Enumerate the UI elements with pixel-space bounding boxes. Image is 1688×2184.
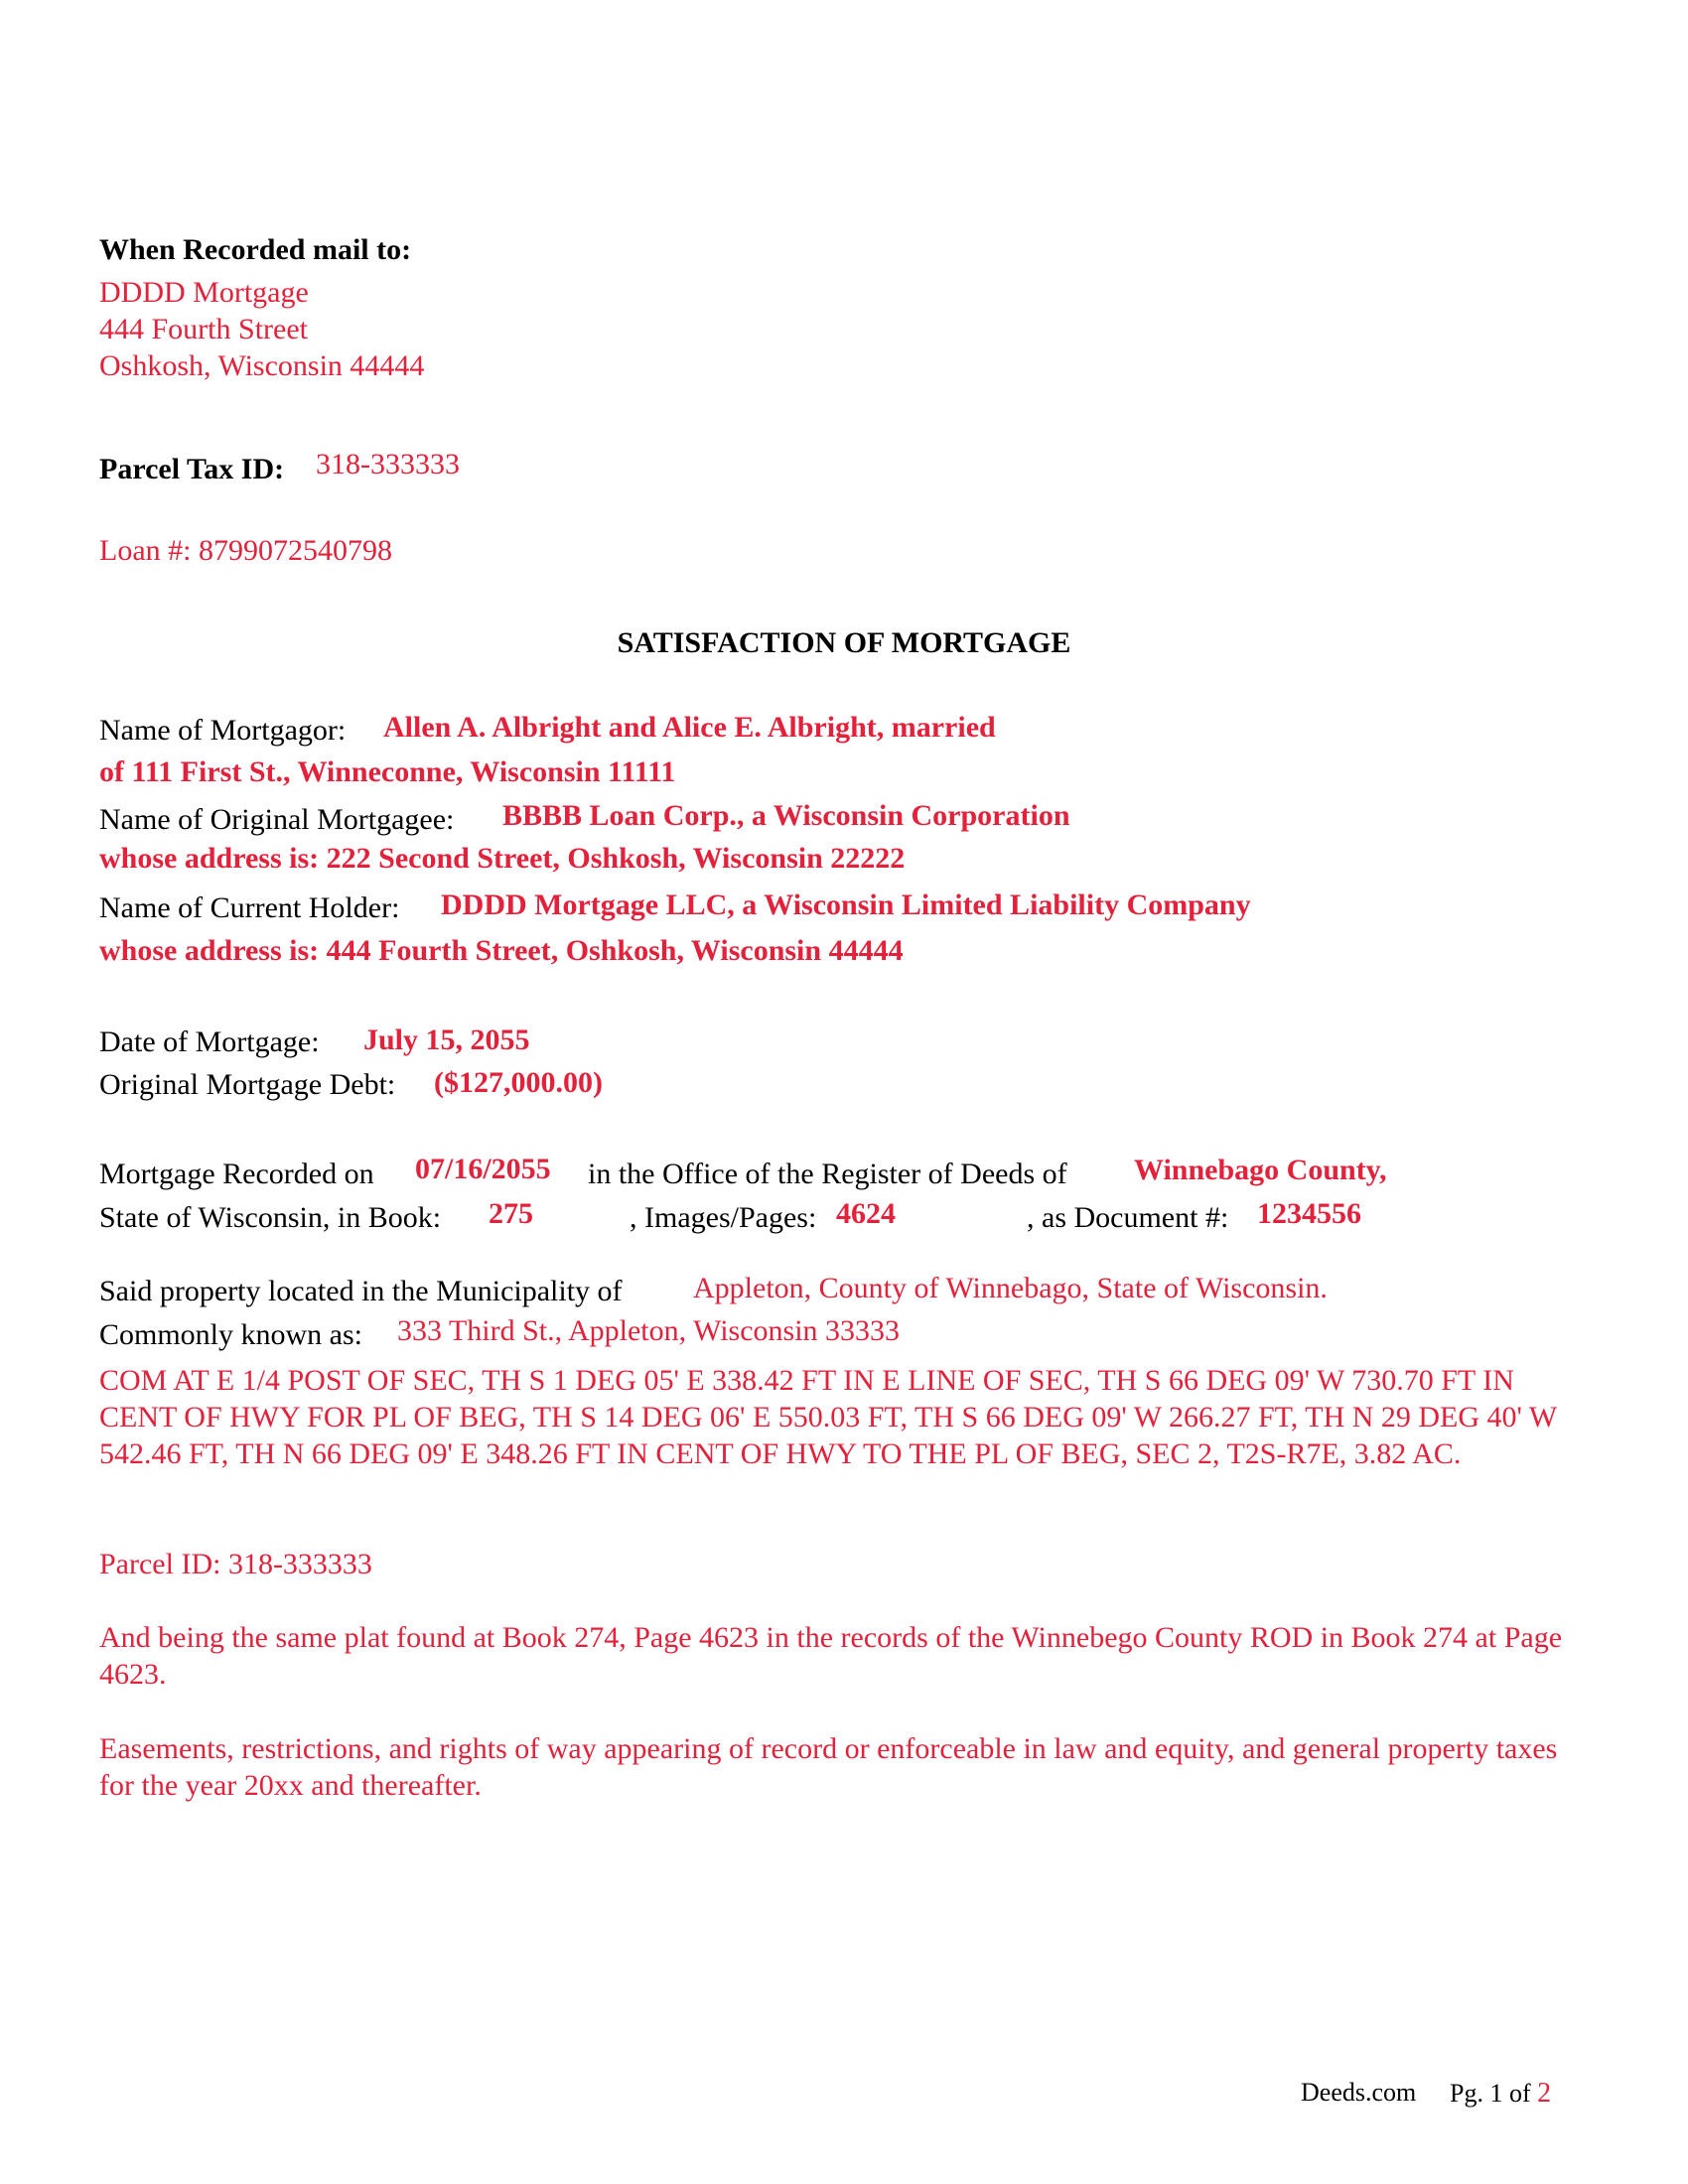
footer-page-total: 2 [1537,2078,1552,2109]
recording-street: 444 Fourth Street [99,313,308,345]
pages-label: , Images/Pages: [630,1201,817,1234]
original-mortgagee-value: BBBB Loan Corp., a Wisconsin Corporation [502,799,1070,832]
recorded-office-text: in the Office of the Register of Deeds of [588,1158,1067,1190]
known-as-label: Commonly known as: [99,1318,363,1351]
state-book-label: State of Wisconsin, in Book: [99,1201,442,1234]
parcel-id: Parcel ID: 318-333333 [99,1548,372,1580]
current-holder-label: Name of Current Holder: [99,891,400,924]
document-number-label: , as Document #: [1027,1201,1229,1234]
mortgage-date-label: Date of Mortgage: [99,1025,320,1058]
recorded-date: 07/16/2055 [415,1153,551,1185]
municipality-value: Appleton, County of Winnebago, State of Wisconsin. [693,1272,1328,1304]
current-holder-value: DDDD Mortgage LLC, a Wisconsin Limited Liability Company [441,888,1251,921]
document-number-value: 1234556 [1257,1197,1361,1230]
mortgage-date-value: July 15, 2055 [363,1024,530,1056]
easements-clause: Easements, restrictions, and rights of way appearing of record or enforceable in law and equity, and general property taxes for the year 20xx and thereafter. [99,1732,1558,1802]
mortgagor-value: Allen A. Albright and Alice E. Albright, married [383,711,996,744]
mortgagor-label: Name of Mortgagor: [99,714,347,747]
document-title: SATISFACTION OF MORTGAGE [617,626,1071,659]
book-value: 275 [489,1197,533,1230]
current-holder-address: whose address is: 444 Fourth Street, Oshkosh, Wisconsin 44444 [99,934,904,967]
footer-page [1450,2077,1551,2111]
footer-page-label: Pg. 1 of [1450,2079,1531,2108]
recorded-county: Winnebago County, [1134,1154,1387,1186]
original-mortgagee-label: Name of Original Mortgagee: [99,803,455,836]
parcel-tax-label: Parcel Tax ID: [99,453,285,485]
pages-value: 4624 [836,1197,896,1230]
municipality-label: Said property located in the Municipality of [99,1275,623,1307]
recording-city: Oshkosh, Wisconsin 44444 [99,349,425,382]
loan-number: Loan #: 8799072540798 [99,534,392,567]
mortgage-debt-label: Original Mortgage Debt: [99,1068,396,1101]
footer-site: Deeds.com [1301,2078,1417,2107]
known-as-value: 333 Third St., Appleton, Wisconsin 33333 [397,1314,901,1347]
when-recorded-heading: When Recorded mail to: [99,233,412,266]
original-mortgagee-address: whose address is: 222 Second Street, Oshkosh, Wisconsin 22222 [99,842,906,875]
recording-name: DDDD Mortgage [99,276,309,309]
mortgagor-address: of 111 First St., Winneconne, Wisconsin 11111 [99,755,676,788]
recorded-label: Mortgage Recorded on [99,1158,374,1190]
plat-reference: And being the same plat found at Book 274, Page 4623 in the records of the Winnebego County ROD in Book 274 at Page 4623. [99,1621,1563,1691]
legal-description: COM AT E 1/4 POST OF SEC, TH S 1 DEG 05' E 338.42 FT IN E LINE OF SEC, TH S 66 DEG 09' W 730.70 FT IN CENT OF HWY FOR PL OF BEG, TH S 14 DEG 06' E 550.03 FT, TH S 66 DEG 09' W 266.27 FT, TH N 29 DEG 40' W 542.46 FT, TH N 66 DEG 09' E 348.26 FT IN CENT OF HWY TO THE PL OF BEG, SEC 2, T2S-R7E, 3.82 AC. [99,1364,1557,1470]
mortgage-debt-value: ($127,000.00) [434,1066,603,1099]
parcel-tax-value: 318-333333 [316,448,460,480]
